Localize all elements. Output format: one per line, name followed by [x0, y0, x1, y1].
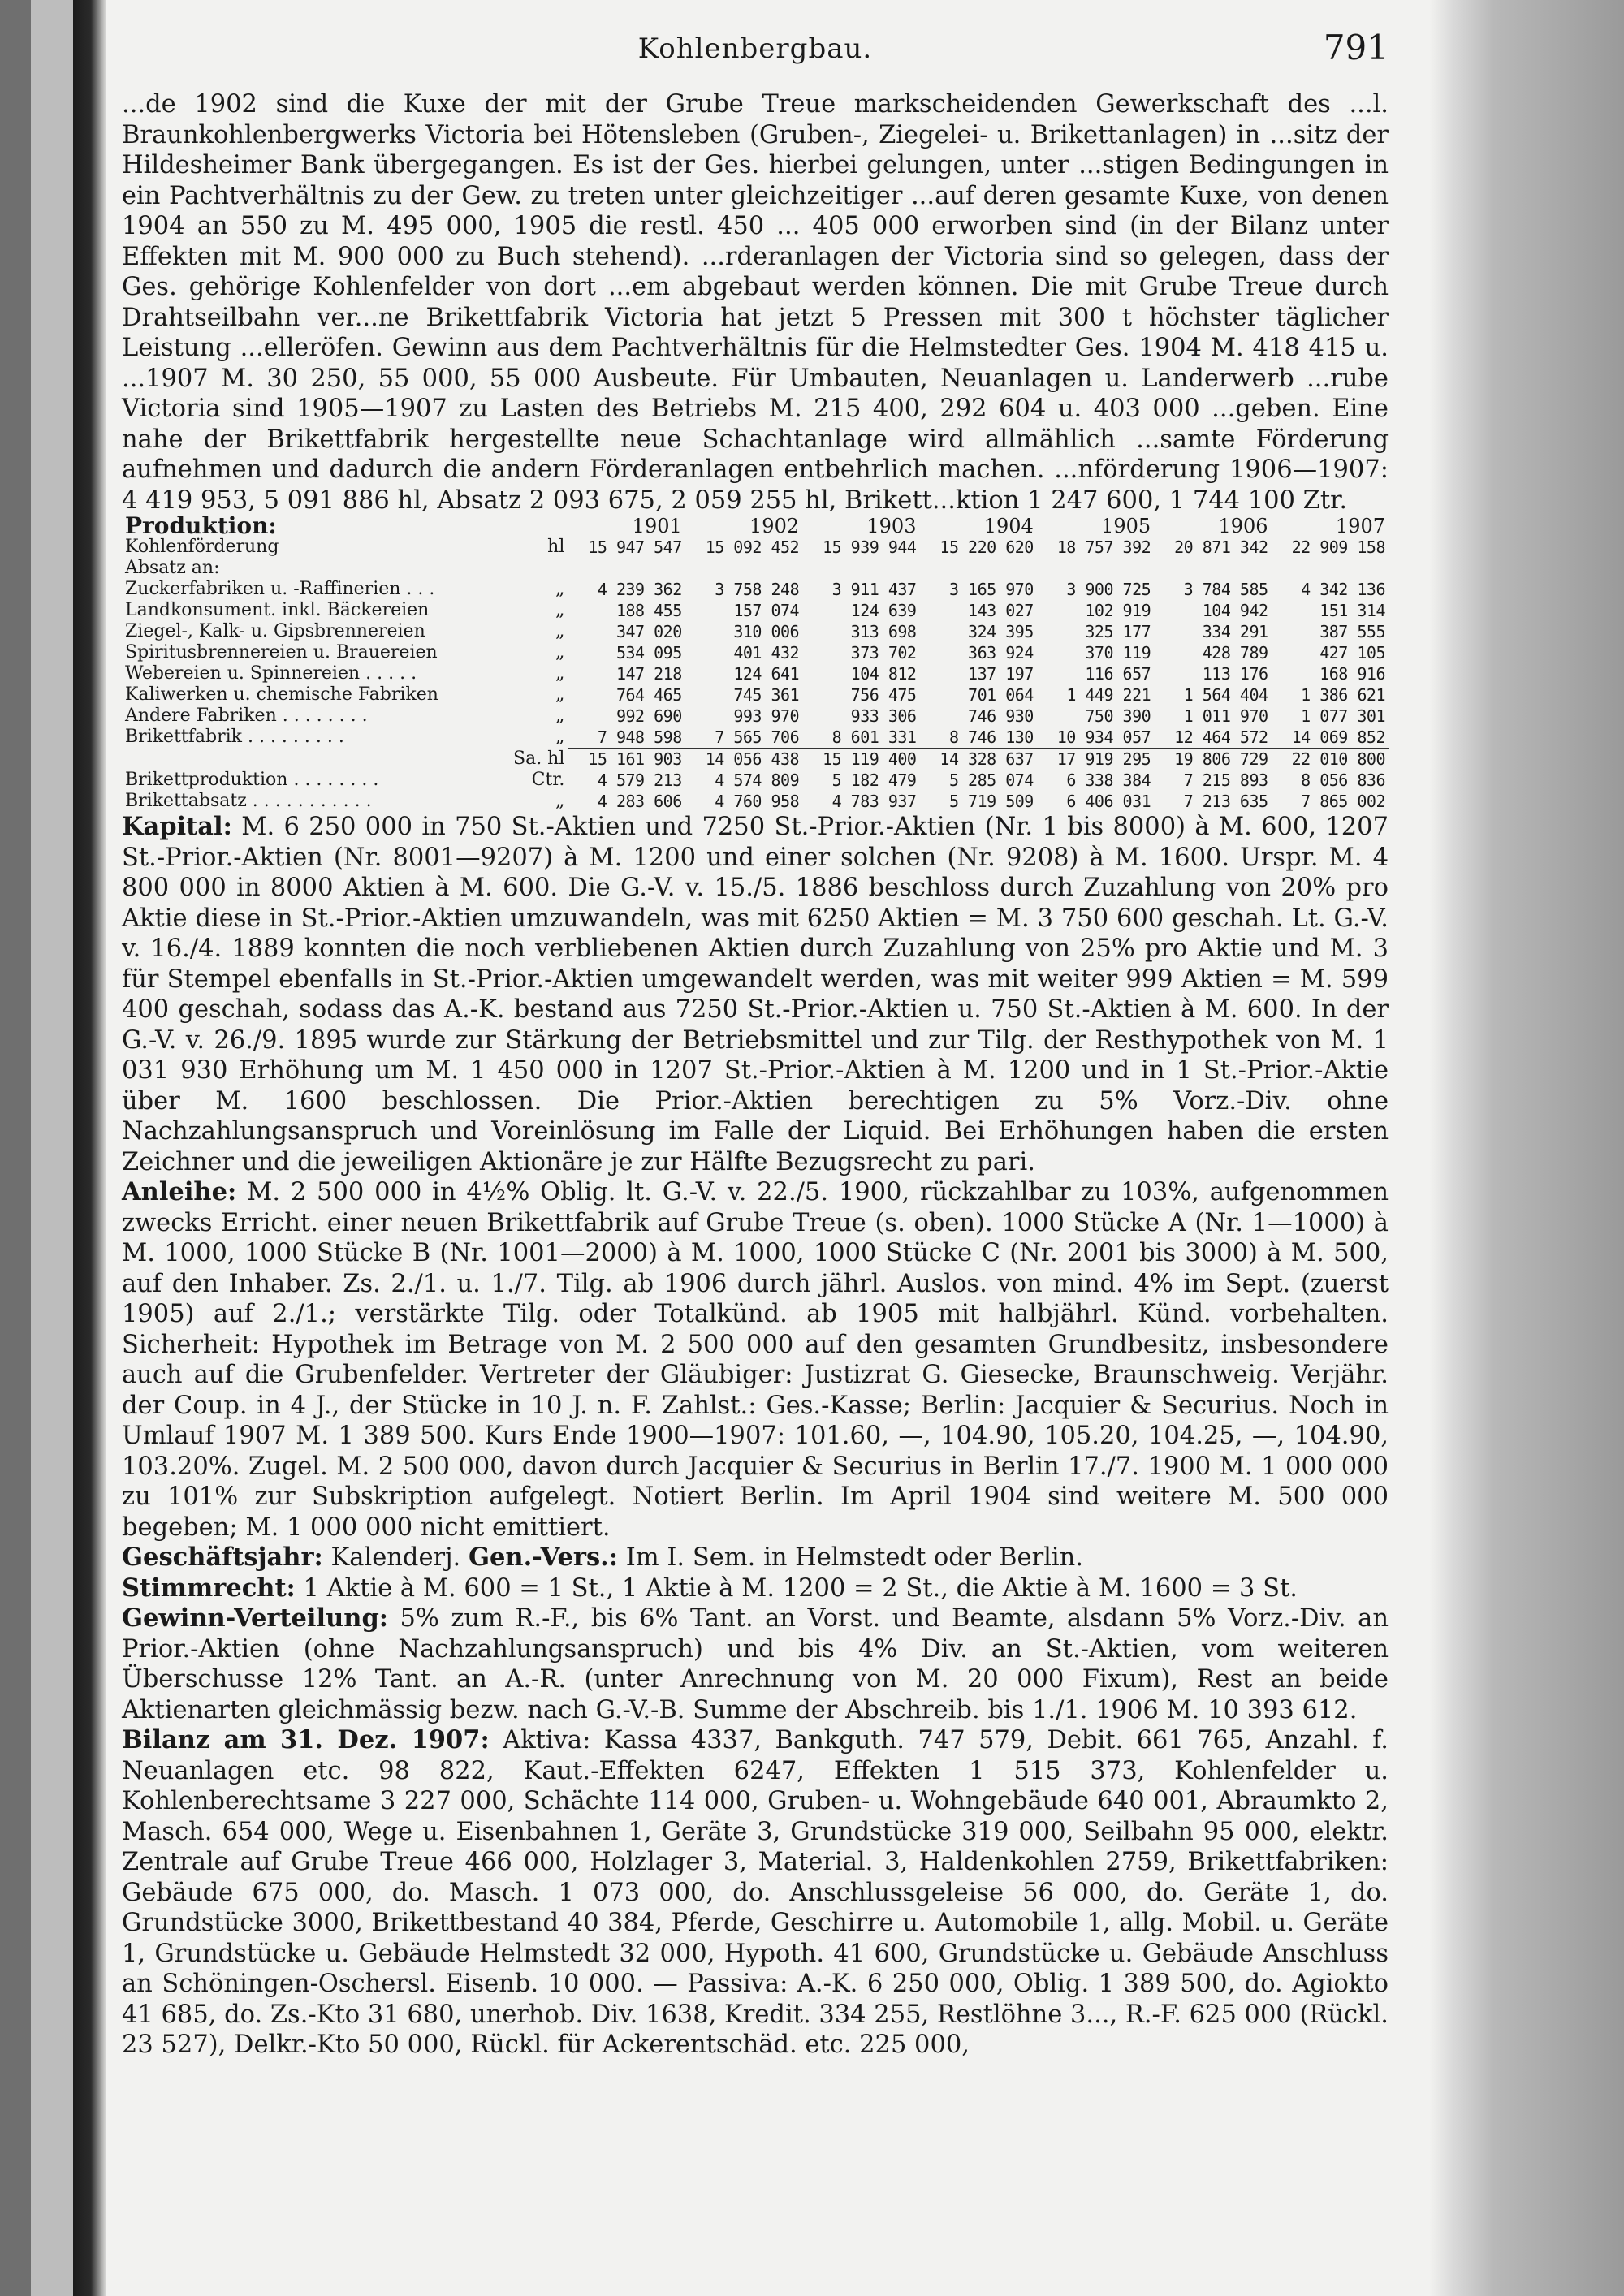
table-cell: 104 812 — [850, 664, 917, 684]
table-cell: 116 657 — [1085, 664, 1151, 684]
table-cell: 4 783 937 — [831, 792, 917, 811]
table-cell: 6 406 031 — [1066, 792, 1151, 811]
bilanz-paragraph — [122, 1725, 1389, 2061]
table-cell: 764 465 — [615, 685, 682, 705]
table-cell: 188 455 — [615, 601, 682, 620]
table-cell: 104 942 — [1202, 601, 1268, 620]
table-cell: 363 924 — [968, 643, 1034, 662]
row-unit: Ctr. — [531, 770, 565, 790]
kapital-lead: Kapital: — [122, 812, 232, 841]
table-row — [122, 537, 1389, 558]
scan-facing-page-margin — [31, 0, 73, 2296]
table-row — [122, 579, 1389, 600]
row-unit: „ — [555, 642, 565, 662]
row-label: Ziegel-, Kalk- u. Gipsbrennereien — [125, 621, 425, 641]
row-unit: „ — [555, 706, 565, 726]
geschaeftsjahr-paragraph — [122, 1543, 1389, 1573]
table-cell: 7 948 598 — [597, 727, 682, 747]
table-cell: 147 218 — [615, 664, 682, 684]
bilanz-lead: Bilanz am 31. Dez. 1907: — [122, 1725, 490, 1754]
production-body — [122, 537, 1389, 812]
year-header: 1906 — [1218, 515, 1268, 537]
table-cell: 15 939 944 — [823, 537, 917, 557]
table-cell: 124 641 — [733, 664, 800, 684]
table-cell: 20 871 342 — [1174, 537, 1268, 557]
row-unit — [510, 558, 568, 579]
table-row — [122, 791, 1389, 812]
table-cell: 310 006 — [733, 622, 800, 641]
table-cell — [1154, 558, 1271, 579]
table-cell — [1272, 558, 1389, 579]
row-label: Brikettproduktion . . . . . . . . — [125, 770, 379, 790]
table-cell: 15 947 547 — [588, 537, 682, 557]
geschaeftsjahr-text: Kalenderj. — [322, 1543, 469, 1572]
stimmrecht-text: 1 Aktie à M. 600 = 1 St., 1 Aktie à M. 1200 = 2 St., die Aktie à M. 1600 = 3 St. — [295, 1573, 1298, 1603]
scan-edge-right — [1429, 0, 1624, 2296]
table-row — [122, 749, 1389, 770]
table-cell: 14 328 637 — [919, 749, 1036, 770]
row-label: Absatz an: — [125, 558, 220, 578]
table-row — [122, 684, 1389, 706]
table-cell: 137 197 — [968, 664, 1034, 684]
production-heading: Produktion: — [125, 512, 277, 539]
row-unit: „ — [555, 791, 565, 811]
table-cell — [1037, 558, 1154, 579]
kapital-text: M. 6 250 000 in 750 St.-Aktien und 7250 St.-Prior.-Aktien (Nr. 1 bis 8000) à M. 600, 1207 St.-Prior.-Aktien (Nr. 8001—9207) à M. 1200 und einer solchen (Nr. 9208) à M. 1600. Urspr. M. 4 800 000 in 8000 Aktien à M. 600. Die G.-V. v. 15./5. 1886 beschloss durch Zuzahlung von 20% pro Aktie diese in St.-Prior.-Aktien umzuwandeln, was mit 6250 Aktien = M. 3 750 600 geschah. Lt. G.-V. v. 16./4. 1889 konnten die noch verbliebenen Aktien durch Zuzahlung von 25% pro Aktie und M. 3 für Stempel ebenfalls in St.-Prior.-Aktien umgewandelt werden, was mit weiter 999 Aktien = M. 599 400 geschah, sodass das A.-K. bestand aus 7250 St.-Prior.-Aktien u. 750 St.-Aktien à M. 600. In der G.-V. v. 26./9. 1895 wurde zur Stärkung der Betriebsmittel und zur Tilg. der Resthypothek von M. 1 031 930 Erhöhung um M. 1 450 000 in 1207 St.-Prior.-Aktien à M. 1200 und in 1 St.-Prior.-Aktie über M. 1600 beschlossen. Die Prior.-Aktien berechtigen zu 5% Vorz.-Div. ohne Nachzahlungsanspruch und Voreinlösung im Falle der Liquid. Bei Erhöhungen haben die ersten Zeichner und die jeweiligen Aktionäre je zur Hälfte Bezugsrecht zu pari. — [122, 813, 1389, 1176]
table-cell: 12 464 572 — [1174, 727, 1268, 747]
table-cell: 8 056 836 — [1301, 770, 1385, 790]
gewinnverteilung-text: 5% zum R.-F., bis 6% Tant. an Vorst. und Beamte, alsdann 5% Vorz.-Div. an Prior.-Aktien (ohne Nachzahlungsanspruch) und bis 4% Div. an St.-Aktien, vom weiteren Überschusse 12% Tant. an A.-R. (unter Anrechnung von M. 20 000 Fixum), Rest an beide Aktienarten gleichmässig bezw. nach G.-V.-B. Summe der Abschreib. bis 1./1. 1906 M. 10 393 612. — [122, 1604, 1389, 1724]
table-cell: 4 239 362 — [597, 580, 682, 599]
table-cell: 1 011 970 — [1183, 706, 1268, 726]
table-cell: 4 283 606 — [597, 792, 682, 811]
table-cell: 324 395 — [968, 622, 1034, 641]
table-cell: 534 095 — [615, 643, 682, 662]
gen-vers-text: Im I. Sem. in Helmstedt oder Berlin. — [618, 1543, 1084, 1572]
row-unit: Sa. hl — [513, 748, 565, 769]
table-cell: 933 306 — [850, 706, 917, 726]
production-header-row — [122, 516, 1389, 537]
table-row — [122, 663, 1389, 684]
running-head — [122, 28, 1389, 89]
scan-edge-dark — [0, 0, 31, 2296]
table-cell: 746 930 — [968, 706, 1034, 726]
table-row — [122, 642, 1389, 663]
table-cell: 428 789 — [1202, 643, 1268, 662]
table-cell: 387 555 — [1320, 622, 1385, 641]
table-cell: 992 690 — [615, 706, 682, 726]
row-label: Brikettabsatz . . . . . . . . . . . — [125, 791, 372, 811]
row-unit: „ — [555, 663, 565, 684]
table-cell: 370 119 — [1085, 643, 1151, 662]
table-row — [122, 770, 1389, 791]
stimmrecht-lead: Stimmrecht: — [122, 1573, 296, 1603]
table-cell: 18 757 392 — [1056, 537, 1151, 557]
table-cell: 756 475 — [850, 685, 917, 705]
table-cell: 313 698 — [850, 622, 917, 641]
table-cell: 3 165 970 — [948, 580, 1034, 599]
row-unit: „ — [555, 727, 565, 748]
table-cell: 14 056 438 — [685, 749, 802, 770]
row-label: Zuckerfabriken u. -Raffinerien . . . — [125, 579, 435, 599]
year-header: 1901 — [632, 515, 682, 537]
table-row — [122, 558, 1389, 579]
table-cell: 10 934 057 — [1056, 727, 1151, 747]
row-label: Andere Fabriken . . . . . . . . — [125, 706, 368, 726]
bilanz-text: Aktiva: Kassa 4337, Bankguth. 747 579, Debit. 661 765, Anzahl. f. Neuanlagen etc. 98 822, Kaut.-Effekten 6247, Effekten 1 515 373, Kohlenfelder u. Kohlenberechtsame 3 227 000, Schächte 114 000, Gruben- u. Wohngebäude 640 001, Abraumkto 2, Masch. 654 000, Wege u. Eisenbahnen 1, Geräte 3, Grundstücke 319 000, Seilbahn 95 000, elektr. Zentrale auf Grube Treue 466 000, Holzlager 3, Material. 3, Haldenkohlen 2759, Brikettfabriken: Gebäude 675 000, do. Masch. 1 073 000, do. Anschlussgeleise 56 000, do. Geräte 1, do. Grundstücke 3000, Brikettbestand 40 384, Pferde, Geschirre u. Automobile 1, allg. Mobil. u. Geräte 1, Grundstücke u. Gebäude Helmstedt 32 000, Hypoth. 41 600, Grundstücke u. Gebäude Anschluss an Schöningen-Oschersl. Eisenb. 10 000. — Passiva: A.-K. 6 250 000, Oblig. 1 389 500, do. Agiokto 41 685, do. Zs.-Kto 31 680, unerhob. Div. 1638, Kredit. 334 255, Restlöhne 3..., R.-F. 625 000 (Rückl. 23 527), Delkr.-Kto 50 000, Rückl. für Ackerentschäd. etc. 225 000, — [122, 1726, 1389, 2059]
row-label: Kaliwerken u. chemische Fabriken — [125, 684, 438, 705]
scan-binding-shadow — [73, 0, 106, 2296]
table-cell — [568, 558, 685, 579]
table-cell: 19 806 729 — [1154, 749, 1271, 770]
row-unit: „ — [555, 684, 565, 705]
document-page — [122, 28, 1389, 2273]
table-cell: 427 105 — [1320, 643, 1385, 662]
table-cell: 5 182 479 — [831, 770, 917, 790]
table-cell: 168 916 — [1320, 664, 1385, 684]
table-cell: 151 314 — [1320, 601, 1385, 620]
table-cell: 22 010 800 — [1272, 749, 1389, 770]
year-header: 1903 — [866, 515, 917, 537]
table-row — [122, 706, 1389, 727]
table-cell: 1 386 621 — [1301, 685, 1385, 705]
table-cell: 4 342 136 — [1301, 580, 1385, 599]
gewinnverteilung-lead: Gewinn-Verteilung: — [122, 1603, 389, 1633]
table-row — [122, 621, 1389, 642]
kapital-paragraph — [122, 812, 1389, 1177]
table-cell — [802, 558, 919, 579]
table-cell: 347 020 — [615, 622, 682, 641]
table-cell: 124 639 — [850, 601, 917, 620]
intro-paragraph: ...de 1902 sind die Kuxe der mit der Grube Treue markscheidenden Gewerkschaft des ...l. Braunkohlenbergwerks Victoria bei Hötensleben (Gruben-, Ziegelei- u. Brikettanlagen) in ...sitz der Hildesheimer Bank übergegangen. Es ist der Ges. hierbei gelungen, unter ...stigen Bedingungen in ein Pachtverhältnis zu der Gew. zu treten unter gleichzeitiger ...auf deren gesamte Kuxe, von denen 1904 an 550 zu M. 495 000, 1905 die restl. 450 ... 405 000 erworben sind (in der Bilanz unter Effekten mit M. 900 000 zu Buch stehend). ...rderanlagen der Victoria sind so gelegen, dass der Ges. gehörige Kohlenfelder von dort ...em abgebaut werden können. Die mit Grube Treue durch Drahtseilbahn ver...ne Brikettfabrik Victoria hat jetzt 5 Pressen mit 300 t höchster täglicher Leistung ...elleröfen. Gewinn aus dem Pachtverhältnis für die Helmstedter Ges. 1904 M. 418 415 u. ...1907 M. 30 250, 55 000, 55 000 Ausbeute. Für Umbauten, Neuanlagen u. Landerwerb ...rube Victoria sind 1905—1907 zu Lasten des Betriebs M. 215 400, 292 604 u. 403 000 ...geben. Eine nahe der Brikettfabrik hergestellte neue Schachtanlage wird allmählich ...samte Förderung aufnehmen und dadurch die andern Förderanlagen entbehrlich machen. ...nförderung 1906—1907: 4 419 953, 5 091 886 hl, Absatz 2 093 675, 2 059 255 hl, Brikett...ktion 1 247 600, 1 744 100 Ztr. — [122, 90, 1389, 515]
row-label: Kohlenförderung — [125, 537, 279, 557]
table-cell: 5 285 074 — [948, 770, 1034, 790]
table-cell — [685, 558, 802, 579]
table-cell: 14 069 852 — [1291, 727, 1385, 747]
table-cell: 15 119 400 — [802, 749, 919, 770]
table-cell: 7 215 893 — [1183, 770, 1268, 790]
row-unit: „ — [555, 579, 565, 599]
table-cell: 334 291 — [1202, 622, 1268, 641]
row-unit: hl — [547, 537, 565, 557]
table-cell: 325 177 — [1085, 622, 1151, 641]
anleihe-text: M. 2 500 000 in 4½% Oblig. lt. G.-V. v. 22./5. 1900, rückzahlbar zu 103%, aufgenommen zwecks Erricht. einer neuen Brikettfabrik auf Grube Treue (s. oben). 1000 Stücke A (Nr. 1—1000) à M. 1000, 1000 Stücke B (Nr. 1001—2000) à M. 1000, 1000 Stücke C (Nr. 2001 bis 3000) à M. 500, auf den Inhaber. Zs. 2./1. u. 1./7. Tilg. ab 1906 durch jährl. Auslos. von mind. 4% im Sept. (zuerst 1905) auf 2./1.; verstärkte Tilg. oder Totalkünd. ab 1905 mit halbjährl. Künd. vorbehalten. Sicherheit: Hypothek im Betrage von M. 2 500 000 auf den gesamten Grundbesitz, insbesondere auch auf die Grubenfelder. Vertreter der Gläubiger: Justizrat G. Giesecke, Braunschweig. Verjähr. der Coup. in 4 J., der Stücke in 10 J. n. F. Zahlst.: Ges.-Kasse; Berlin: Jacquier & Securius. Noch in Umlauf 1907 M. 1 389 500. Kurs Ende 1900—1907: 101.60, —, 104.90, 105.20, 104.25, —, 104.90, 103.20%. Zugel. M. 2 500 000, davon durch Jacquier & Securius in Berlin 17./7. 1900 M. 1 000 000 zu 101% zur Subskription aufgelegt. Notiert Berlin. Im April 1904 sind weitere M. 500 000 begeben; M. 1 000 000 nicht emittiert. — [122, 1178, 1389, 1542]
table-cell: 6 338 384 — [1066, 770, 1151, 790]
table-cell: 401 432 — [733, 643, 800, 662]
gen-vers-lead: Gen.-Vers.: — [468, 1543, 619, 1572]
year-header: 1902 — [749, 515, 800, 537]
running-title: Kohlenbergbau. — [637, 32, 873, 65]
table-cell: 15 161 903 — [568, 749, 685, 770]
table-cell: 1 077 301 — [1301, 706, 1385, 726]
table-cell: 15 092 452 — [705, 537, 800, 557]
row-label: Landkonsument. inkl. Bäckereien — [125, 600, 430, 620]
gewinnverteilung-paragraph — [122, 1603, 1389, 1725]
table-cell: 22 909 158 — [1291, 537, 1385, 557]
table-cell: 3 758 248 — [715, 580, 800, 599]
row-label: Spiritusbrennereien u. Brauereien — [125, 642, 438, 662]
table-cell: 373 702 — [850, 643, 917, 662]
table-cell: 7 213 635 — [1183, 792, 1268, 811]
table-cell: 157 074 — [733, 601, 800, 620]
table-cell: 4 574 809 — [715, 770, 800, 790]
table-cell: 8 746 130 — [948, 727, 1034, 747]
table-cell: 17 919 295 — [1037, 749, 1154, 770]
table-cell: 15 220 620 — [939, 537, 1034, 557]
table-cell: 3 900 725 — [1066, 580, 1151, 599]
stimmrecht-paragraph — [122, 1573, 1389, 1604]
unit-header — [510, 516, 568, 537]
year-header: 1907 — [1335, 515, 1385, 537]
row-label — [122, 749, 510, 770]
year-header: 1905 — [1101, 515, 1151, 537]
table-cell: 1 564 404 — [1183, 685, 1268, 705]
table-cell: 993 970 — [733, 706, 800, 726]
table-cell — [919, 558, 1036, 579]
row-label: Webereien u. Spinnereien . . . . . — [125, 663, 417, 684]
year-header: 1904 — [983, 515, 1034, 537]
table-cell: 1 449 221 — [1066, 685, 1151, 705]
table-cell: 7 865 002 — [1301, 792, 1385, 811]
table-cell: 4 760 958 — [715, 792, 800, 811]
table-cell: 745 361 — [733, 685, 800, 705]
table-cell: 3 784 585 — [1183, 580, 1268, 599]
table-cell: 8 601 331 — [831, 727, 917, 747]
table-cell: 143 027 — [968, 601, 1034, 620]
table-cell: 701 064 — [968, 685, 1034, 705]
row-label: Brikettfabrik . . . . . . . . . — [125, 727, 344, 748]
table-cell: 750 390 — [1085, 706, 1151, 726]
table-cell: 3 911 437 — [831, 580, 917, 599]
table-row — [122, 727, 1389, 749]
row-unit: „ — [555, 600, 565, 620]
table-cell: 5 719 509 — [948, 792, 1034, 811]
production-table — [122, 512, 1389, 812]
row-unit: „ — [555, 621, 565, 641]
page-number: 791 — [1323, 28, 1389, 67]
table-cell: 102 919 — [1085, 601, 1151, 620]
table-cell: 7 565 706 — [715, 727, 800, 747]
geschaeftsjahr-lead: Geschäftsjahr: — [122, 1543, 323, 1572]
table-cell: 4 579 213 — [597, 770, 682, 790]
table-cell: 113 176 — [1202, 664, 1268, 684]
anleihe-paragraph — [122, 1177, 1389, 1543]
table-row — [122, 600, 1389, 621]
anleihe-lead: Anleihe: — [122, 1177, 237, 1206]
